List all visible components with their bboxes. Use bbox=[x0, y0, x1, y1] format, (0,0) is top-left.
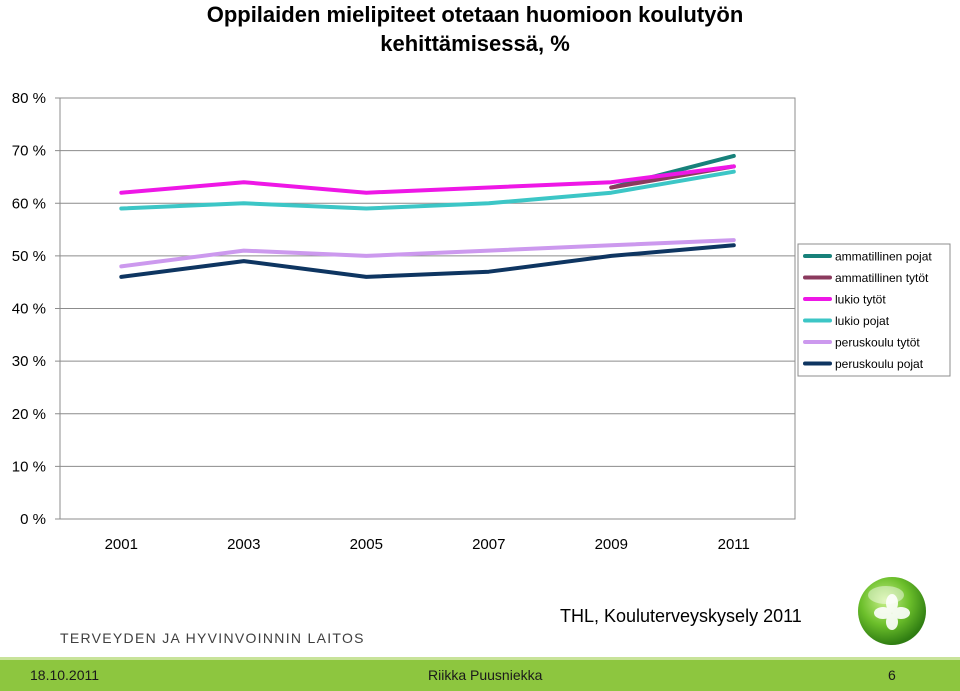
chart-title-line-1: Oppilaiden mielipiteet otetaan huomioon koulutyön bbox=[206, 2, 744, 27]
legend-label: lukio pojat bbox=[835, 314, 890, 328]
legend-label: lukio tytöt bbox=[835, 292, 886, 307]
legend-label: peruskoulu pojat bbox=[835, 357, 924, 371]
y-tick-label: 60 % bbox=[11, 195, 46, 213]
legend-label: ammatillinen tytöt bbox=[835, 271, 929, 285]
x-tick-label: 2003 bbox=[227, 536, 261, 553]
chart-title-line-2: kehittämisessä, % bbox=[380, 31, 570, 56]
y-tick-label: 30 % bbox=[11, 353, 46, 371]
logo-icon bbox=[856, 575, 928, 647]
x-tick-label: 2001 bbox=[104, 536, 138, 553]
y-tick-label: 70 % bbox=[11, 142, 46, 160]
x-tick-label: 2011 bbox=[717, 536, 750, 553]
series-line bbox=[121, 245, 734, 277]
legend-label: peruskoulu tytöt bbox=[835, 335, 920, 350]
legend-label: ammatillinen pojat bbox=[835, 249, 932, 264]
footer-date: 18.10.2011 bbox=[30, 667, 100, 683]
organization-name: TERVEYDEN JA HYVINVOINNIN LAITOS bbox=[60, 630, 365, 646]
y-tick-label: 40 % bbox=[11, 300, 46, 318]
y-tick-label: 10 % bbox=[11, 458, 46, 476]
y-tick-label: 80 % bbox=[11, 90, 46, 107]
source-note: THL, Kouluterveyskysely 2011 bbox=[560, 606, 802, 626]
y-tick-label: 50 % bbox=[11, 247, 46, 265]
y-tick-label: 20 % bbox=[11, 405, 46, 423]
x-tick-label: 2005 bbox=[349, 536, 383, 553]
x-tick-label: 2009 bbox=[594, 536, 628, 553]
footer-page-number: 6 bbox=[888, 667, 896, 683]
footer-bar bbox=[0, 660, 960, 691]
footer-author: Riikka Puusniekka bbox=[428, 667, 543, 683]
x-tick-label: 2007 bbox=[472, 536, 506, 553]
y-tick-label: 0 % bbox=[20, 511, 46, 528]
